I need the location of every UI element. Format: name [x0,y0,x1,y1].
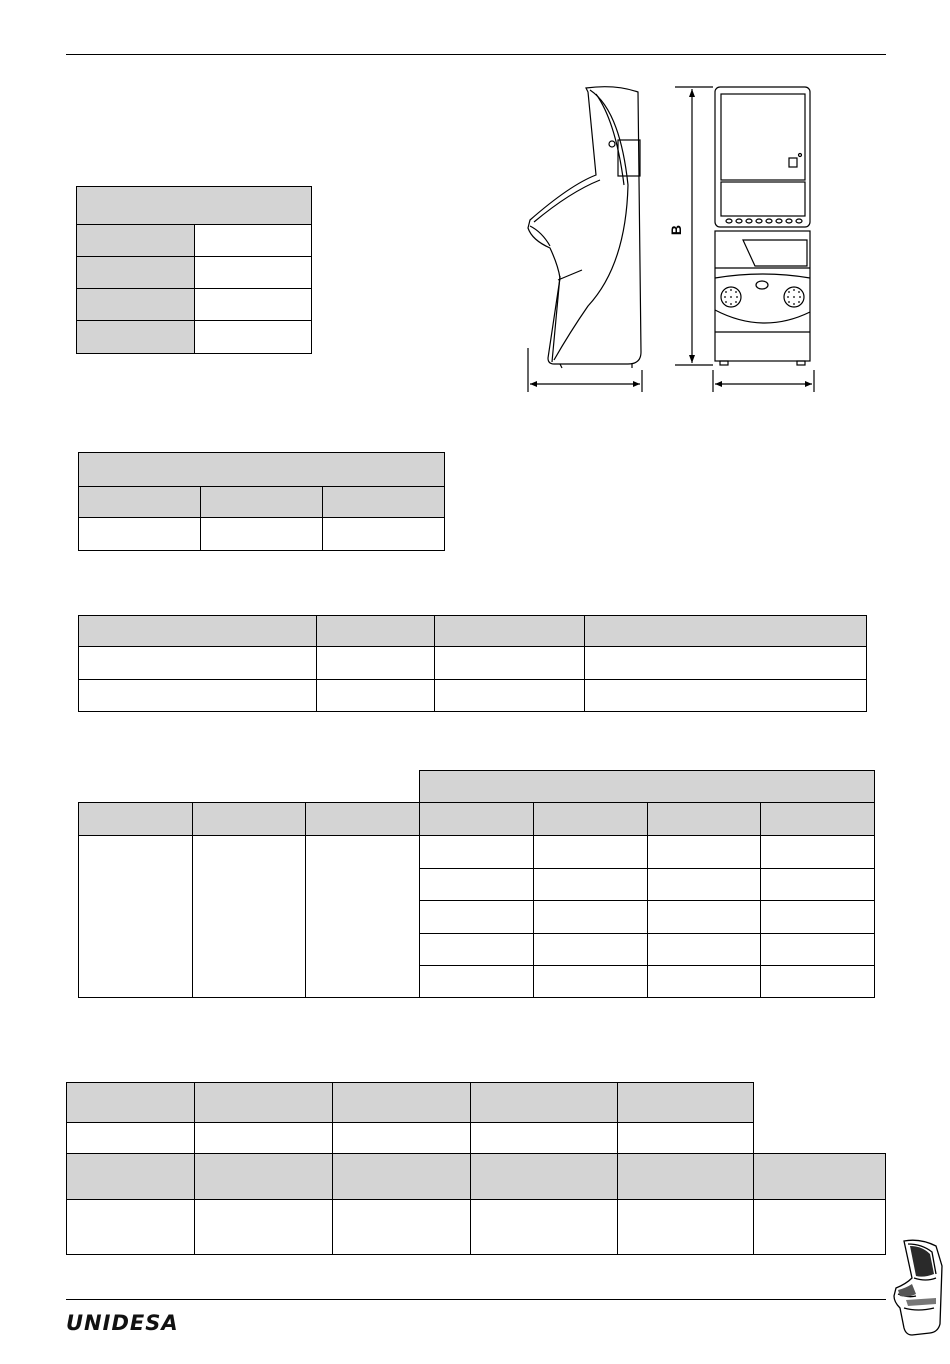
table-cell [67,1200,195,1255]
column-header [192,803,306,836]
empty-corner [79,771,420,803]
table-cell [585,647,867,680]
table-cell [79,518,201,551]
empty-corner [754,1123,886,1154]
table-cell [761,934,875,966]
table-cell [420,966,534,998]
table-cell [533,901,647,934]
table-cell [317,680,435,712]
table-cell [306,836,420,998]
table-cell [420,869,534,901]
table-cell [533,934,647,966]
company-logo: UNIDESA [66,1311,179,1335]
table-header [77,187,312,225]
table-cell [647,966,761,998]
column-header [754,1154,886,1200]
row-value [194,321,312,354]
table-cell [79,836,193,998]
table-cell [192,836,306,998]
table-cell [79,647,317,680]
table-cell [323,518,445,551]
table-cell [333,1123,471,1154]
row-label [77,257,195,289]
table-cell [761,966,875,998]
table-cell [435,680,585,712]
column-header [201,487,323,518]
table-cell [420,901,534,934]
table-5 [66,1082,886,1255]
table-cell [761,901,875,934]
column-header [471,1154,618,1200]
row-value [194,289,312,321]
column-header [420,803,534,836]
column-header [585,616,867,647]
footer-rule [66,1299,886,1300]
table-cell [533,836,647,869]
row-label [77,225,195,257]
table-cell [201,518,323,551]
table-cell [195,1200,333,1255]
column-header [195,1083,333,1123]
dimensions-table [76,186,312,354]
table-cell [533,966,647,998]
table-2 [78,452,445,551]
column-header [67,1083,195,1123]
table-header [79,453,445,487]
table-cell [761,836,875,869]
table-cell [195,1123,333,1154]
table-cell [754,1200,886,1255]
table-4 [78,770,875,998]
column-header [761,803,875,836]
table-cell [67,1123,195,1154]
table-cell [647,901,761,934]
table-3 [78,615,867,712]
column-header [533,803,647,836]
table-cell [79,680,317,712]
column-header [435,616,585,647]
column-header [79,487,201,518]
column-header [333,1083,471,1123]
table-cell [471,1200,618,1255]
column-header [79,803,193,836]
row-value [194,225,312,257]
column-header [195,1154,333,1200]
column-header [471,1083,618,1123]
header-rule [66,54,886,55]
table-cell [317,647,435,680]
row-label [77,321,195,354]
table-cell [420,836,534,869]
height-dimension-label: B [668,224,684,236]
table-cell [435,647,585,680]
column-header [333,1154,471,1200]
table-cell [471,1123,618,1154]
table-cell [761,869,875,901]
table-cell [420,934,534,966]
column-header [67,1154,195,1200]
table-cell [533,869,647,901]
column-header [618,1154,754,1200]
table-cell [618,1200,754,1255]
row-label [77,289,195,321]
cabinet-front-view [665,80,820,395]
column-header [647,803,761,836]
column-header [306,803,420,836]
table-cell [585,680,867,712]
table-cell [333,1200,471,1255]
group-header [420,771,875,803]
empty-corner [754,1083,886,1123]
column-header [323,487,445,518]
column-header [317,616,435,647]
column-header [618,1083,754,1123]
cabinet-side-view [520,80,650,395]
table-cell [647,836,761,869]
row-value [194,257,312,289]
table-cell [647,934,761,966]
cabinet-thumbnail [890,1238,945,1338]
table-cell [647,869,761,901]
table-cell [618,1123,754,1154]
column-header [79,616,317,647]
